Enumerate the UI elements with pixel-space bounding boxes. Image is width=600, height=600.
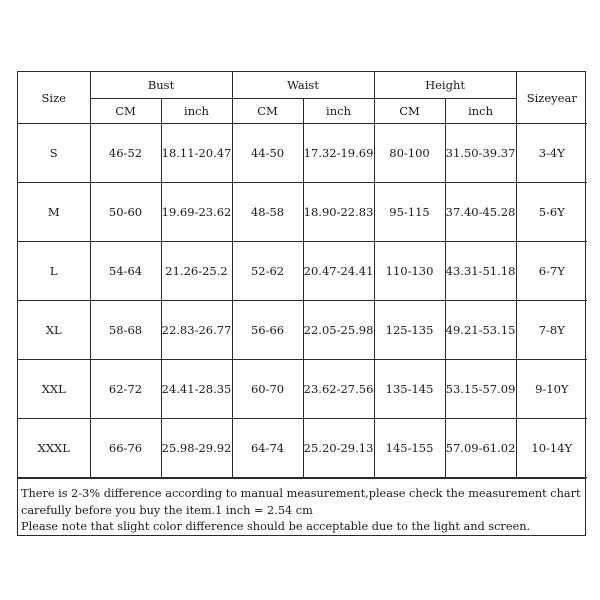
sizeyear-cell: 6-7Y <box>516 242 587 301</box>
note-line: Please note that slight color difference should be acceptable due to the light and screen. <box>21 520 531 533</box>
bust-cm-cell: 58-68 <box>90 301 161 360</box>
height-cm-header: CM <box>374 99 445 124</box>
size-table <box>18 72 587 478</box>
height-cm-cell: 95-115 <box>374 183 445 242</box>
sizeyear-cell: 5-6Y <box>516 183 587 242</box>
bust-cm-header: CM <box>90 99 161 124</box>
bust-inch-cell: 22.83-26.77 <box>161 301 232 360</box>
bust-inch-cell: 25.98-29.92 <box>161 419 232 478</box>
waist-inch-cell: 17.32-19.69 <box>303 124 374 183</box>
sizeyear-header: Sizeyear <box>516 72 587 124</box>
bust-inch-header: inch <box>161 99 232 124</box>
bust-cm-cell: 66-76 <box>90 419 161 478</box>
waist-cm-cell: 64-74 <box>232 419 303 478</box>
bust-header: Bust <box>90 72 232 99</box>
height-cm-cell: 80-100 <box>374 124 445 183</box>
bust-cm-cell: 46-52 <box>90 124 161 183</box>
height-inch-header: inch <box>445 99 516 124</box>
sizeyear-cell: 3-4Y <box>516 124 587 183</box>
size-chart <box>17 71 586 536</box>
note-line: carefully before you buy the item.1 inch = 2.54 cm <box>21 503 313 517</box>
height-header: Height <box>374 72 516 99</box>
height-cm-cell: 110-130 <box>374 242 445 301</box>
height-inch-cell: 31.50-39.37 <box>445 124 516 183</box>
height-cm-cell: 125-135 <box>374 301 445 360</box>
table-row <box>18 242 587 301</box>
waist-cm-cell: 56-66 <box>232 301 303 360</box>
height-cm-cell: 145-155 <box>374 419 445 478</box>
note-line: There is 2-3% difference according to manual measurement,please check the measurement chart <box>21 487 581 500</box>
height-inch-cell: 57.09-61.02 <box>445 419 516 478</box>
waist-cm-cell: 48-58 <box>232 183 303 242</box>
bust-inch-cell: 18.11-20.47 <box>161 124 232 183</box>
size-cell: M <box>18 183 90 242</box>
table-row <box>18 419 587 478</box>
size-header: Size <box>18 72 90 124</box>
waist-inch-cell: 25.20-29.13 <box>303 419 374 478</box>
size-cell: XL <box>18 301 90 360</box>
sizeyear-cell: 10-14Y <box>516 419 587 478</box>
bust-cm-cell: 54-64 <box>90 242 161 301</box>
waist-inch-cell: 18.90-22.83 <box>303 183 374 242</box>
size-cell: S <box>18 124 90 183</box>
bust-cm-cell: 50-60 <box>90 183 161 242</box>
table-row <box>18 183 587 242</box>
table-row <box>18 301 587 360</box>
waist-header: Waist <box>232 72 374 99</box>
height-inch-cell: 37.40-45.28 <box>445 183 516 242</box>
header-row-units <box>18 99 587 124</box>
size-cell: XXL <box>18 360 90 419</box>
table-row <box>18 124 587 183</box>
waist-inch-cell: 20.47-24.41 <box>303 242 374 301</box>
height-inch-cell: 53.15-57.09 <box>445 360 516 419</box>
height-cm-cell: 135-145 <box>374 360 445 419</box>
size-cell: XXXL <box>18 419 90 478</box>
sizeyear-cell: 7-8Y <box>516 301 587 360</box>
size-cell: L <box>18 242 90 301</box>
header-row-groups <box>18 72 587 99</box>
waist-cm-cell: 44-50 <box>232 124 303 183</box>
measurement-notes <box>18 478 585 576</box>
bust-cm-cell: 62-72 <box>90 360 161 419</box>
bust-inch-cell: 19.69-23.62 <box>161 183 232 242</box>
height-inch-cell: 49.21-53.15 <box>445 301 516 360</box>
table-row <box>18 360 587 419</box>
height-inch-cell: 43.31-51.18 <box>445 242 516 301</box>
waist-inch-cell: 22.05-25.98 <box>303 301 374 360</box>
waist-inch-cell: 23.62-27.56 <box>303 360 374 419</box>
waist-cm-cell: 52-62 <box>232 242 303 301</box>
waist-cm-header: CM <box>232 99 303 124</box>
sizeyear-cell: 9-10Y <box>516 360 587 419</box>
bust-inch-cell: 24.41-28.35 <box>161 360 232 419</box>
waist-inch-header: inch <box>303 99 374 124</box>
waist-cm-cell: 60-70 <box>232 360 303 419</box>
bust-inch-cell: 21.26-25.2 <box>161 242 232 301</box>
